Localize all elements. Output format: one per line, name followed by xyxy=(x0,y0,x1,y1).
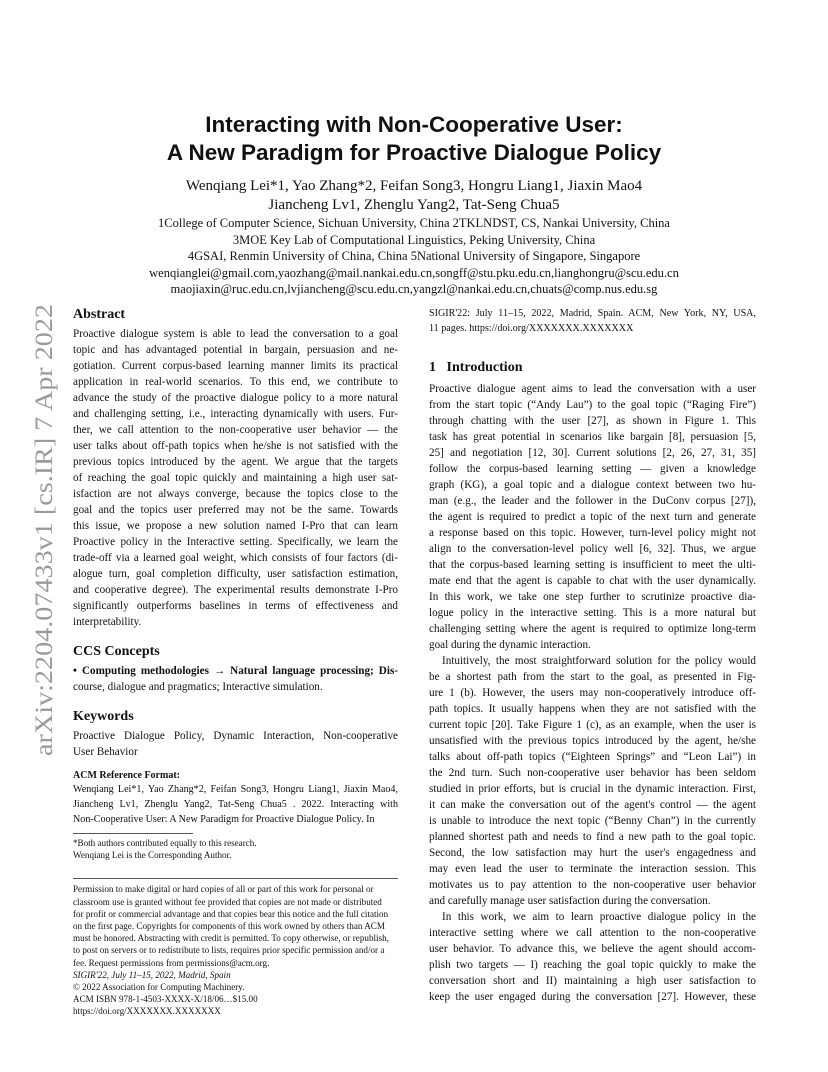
abstract-line: of reaching the goal topic quickly and maintaining a high user sat- xyxy=(73,472,398,484)
ccs-line: course, dialogue and pragmatics; Interactive simulation. xyxy=(73,681,323,693)
abstract-line: application in real-world scenarios. To this end, we contribute to xyxy=(73,376,398,388)
abstract-line: gotiation. Current corpus-based learning manner limits its practical xyxy=(73,360,398,372)
intro-line: through chatting with the user [27], as shown in Figure 1. This xyxy=(429,415,756,427)
author-list xyxy=(60,177,768,215)
intro-line: the agent is required to predict a topic of the next turn and generate xyxy=(429,511,756,523)
footnote-line: Wenqiang Lei is the Corresponding Author. xyxy=(73,850,232,861)
abstract-line: interpretability. xyxy=(73,616,142,628)
intro-line: that the corpus-based learning setting is insufficient to meet the ulti- xyxy=(429,559,756,571)
abstract-line: and cooperative degree). The experimental results demonstrate I-Pro xyxy=(73,584,398,596)
affiliation-line: 1College of Computer Science, Sichuan University, China 2TKLNDST, CS, Nankai University, China xyxy=(158,216,670,230)
intro-line: conversation short and II) maintaining a high user satisfaction to xyxy=(429,975,756,987)
abstract-line: goal and the topics user preferred may not be the same. Towards xyxy=(73,504,398,516)
intro-line: plish two targets — I) reaching the goal topic quickly to make the xyxy=(429,959,756,971)
affiliations xyxy=(60,215,768,298)
intro-line: keep the user engaged during the conversation [27]. However, these xyxy=(429,991,756,1003)
intro-line: man (e.g., the leader and the follower in the DuConv corpus [27]), xyxy=(429,495,756,507)
abstract-line: previous topics introduced by the agent. We argue that the targets xyxy=(73,456,398,468)
affiliation-line: 4GSAI, Renmin University of China, China 5National University of Singapore, Singapore xyxy=(187,249,641,264)
intro-line: interactive setting where we call attention to the non-cooperative xyxy=(429,927,756,939)
intro-line: motivates us to pay attention to the non-cooperative user behavior xyxy=(429,879,756,891)
permission-line: must be honored. Abstracting with credit is permitted. To copy otherwise, or republish, xyxy=(73,933,389,944)
permission-line: on the first page. Copyrights for components of this work owned by others than ACM xyxy=(73,921,385,932)
ccs-heading: CCS Concepts xyxy=(73,644,160,659)
permission-line: fee. Request permissions from permissions@acm.org. xyxy=(73,957,270,968)
intro-line: be a shortest path from the start to the goal, as presented in Fig- xyxy=(429,671,756,683)
intro-line: Proactive dialogue agent aims to lead the conversation with a user xyxy=(429,383,756,395)
authors-line-2 xyxy=(60,196,768,215)
permission-rule xyxy=(73,878,398,879)
abstract-heading: Abstract xyxy=(73,307,126,322)
intro-line: the 2nd turn. Such non-cooperative user behavior has been seldom xyxy=(429,767,756,779)
intro-line: unsatisfied with the previous topics introduced by the agent, he/she xyxy=(429,735,756,747)
authors-line-2-text: Jiancheng Lv1, Zhenglu Yang2, Tat-Seng Chua5 xyxy=(268,197,560,213)
intro-line: user behavior. To advance this, we believe the agent should accom- xyxy=(429,943,756,955)
reference-continuation-line: SIGIR'22: July 11–15, 2022, Madrid, Spain. ACM, New York, NY, USA, xyxy=(429,308,756,319)
intro-paragraph-3 xyxy=(429,909,756,1005)
reference-continuation xyxy=(429,306,756,336)
footnote-line: *Both authors contributed equally to this research. xyxy=(73,838,257,848)
intro-line: may even lead the user to terminate the interaction session. This xyxy=(429,863,756,875)
keywords-line: User Behavior xyxy=(73,746,138,758)
footnotes xyxy=(73,837,398,861)
ccs-text xyxy=(73,663,398,695)
intro-line: follow the corpus-based learning setting — given a knowledge xyxy=(429,463,756,475)
permission-isbn: ACM ISBN 978-1-4503-XXXX-X/18/06…$15.00 xyxy=(73,994,258,1005)
abstract-line: topic and has advantaged potential in bargain, persuasion and ne- xyxy=(73,344,398,356)
intro-line: In this work, we take one step further to scrutinize proactive dia- xyxy=(429,591,756,603)
acm-reference-line: Wenqiang Lei*1, Yao Zhang*2, Feifan Song3, Hongru Liang1, Jiaxin Mao4, xyxy=(73,784,398,795)
intro-line: planned shortest path and needs to find a new path to the goal topic. xyxy=(429,831,756,843)
keywords-line: Proactive Dialogue Policy, Dynamic Interaction, Non-cooperative xyxy=(73,730,398,742)
arxiv-sidebar xyxy=(18,300,64,760)
abstract-line: user talks about off-path topics when he/she is not satisfied with the xyxy=(73,440,398,452)
intro-line: challenging setting where the agent is required to optimize long-term xyxy=(429,623,756,635)
authors-line-1 xyxy=(60,177,768,196)
acm-reference xyxy=(73,769,398,827)
permission-venue: SIGIR'22, July 11–15, 2022, Madrid, Spain xyxy=(73,969,231,980)
abstract-line: this issue, we propose a new solution named I-Pro that can learn xyxy=(73,520,398,532)
intro-line: task has great potential in scenarios like bargain [8], persuasion [5, xyxy=(429,431,756,443)
affiliation-line: 3MOE Key Lab of Computational Linguistics, Peking University, China xyxy=(232,232,596,247)
abstract-line: ther, we call attention to the non-cooperative user behavior — the xyxy=(73,424,398,436)
intro-line: Intuitively, the most straightforward solution for the policy would xyxy=(442,655,756,667)
intro-line: path topics. It usually happens when they are not satisfied with the xyxy=(429,703,756,715)
affiliation-emails: wenqianglei@gmail.com,yaozhang@mail.nankai.edu.cn,songff@stu.pku.edu.cn,lianghongru@scu.edu.cn xyxy=(149,265,679,280)
intro-line: a response based on this topic. However, turn-level policy might not xyxy=(429,527,756,539)
intro-line: mate end that the agent is capable to chat with the user dynamically. xyxy=(429,575,756,587)
permission-line: to post on servers or to redistribute to lists, requires prior specific permission and/or a xyxy=(73,945,385,956)
abstract-line: trade-off via a learned goal weight, which consists of four factors (di- xyxy=(73,552,398,564)
intro-line: is unable to introduce the next topic (“Benny Chan”) in the currently xyxy=(429,815,756,827)
intro-line: align to the conversation-level policy well [6, 32]. Thus, we argue xyxy=(429,543,756,555)
abstract-line: and challenging setting, i.e., interacting dynamically with users. Fur- xyxy=(73,408,398,420)
ccs-line: • Computing methodologies → Natural language processing; Dis- xyxy=(73,665,398,677)
intro-line: ure 1 (b). However, the users may non-cooperatively introduce off- xyxy=(429,687,756,699)
acm-reference-line: Non-Cooperative User: A New Paradigm for Proactive Dialogue Policy. In xyxy=(73,814,375,825)
permission-line: for profit or commercial advantage and that copies bear this notice and the full citation xyxy=(73,908,389,919)
left-column xyxy=(73,306,398,1018)
intro-line: from the start topic (“Andy Lau”) to the goal topic (“Raging Fire”) xyxy=(429,399,756,411)
intro-line: and carefully manage user satisfaction during the conversation. xyxy=(429,895,711,907)
reference-continuation-line: 11 pages. https://doi.org/XXXXXXX.XXXXXXX xyxy=(429,323,634,334)
acm-reference-text xyxy=(73,782,398,827)
acm-reference-line: Jiancheng Lv1, Zhenglu Yang2, Tat-Seng Chua5 . 2022. Interacting with xyxy=(73,799,398,810)
intro-line: studied in prior efforts, but is crucial in the dynamic interaction. First, xyxy=(429,783,756,795)
keywords-text xyxy=(73,728,398,760)
abstract-text xyxy=(73,326,398,630)
permission-doi: https://doi.org/XXXXXXX.XXXXXXX xyxy=(73,1006,221,1017)
abstract-line: isfaction are not always converge, because the topics close to the xyxy=(73,488,398,500)
acm-reference-heading: ACM Reference Format: xyxy=(73,770,180,781)
arxiv-id: arXiv:2204.07433v1 [cs.IR] 7 Apr 2022 xyxy=(31,354,58,756)
authors-line-1-text: Wenqiang Lei*1, Yao Zhang*2, Feifan Song3, Hongru Liang1, Jiaxin Mao4 xyxy=(185,178,643,194)
introduction-heading: 1 Introduction xyxy=(429,360,523,375)
abstract-line: significantly outperforms baselines in terms of effectiveness and xyxy=(73,600,398,612)
intro-paragraph-2 xyxy=(429,653,756,909)
intro-line: 25] and negotiation [12, 30]. Current solutions [2, 26, 27, 31, 35] xyxy=(429,447,756,459)
intro-line: graph (KG), a goal topic and a dialogue context between two hu- xyxy=(429,479,756,491)
permission-line: Permission to make digital or hard copies of all or part of this work for personal or xyxy=(73,884,374,895)
intro-line: logue policy in the interactive setting. This is a more natural but xyxy=(429,607,756,619)
abstract-line: alogue turn, goal completion difficulty, user satisfaction estimation, xyxy=(73,568,398,580)
intro-line: talks about off-path topics (“Eighteen Springs” and “Leon Lai”) in xyxy=(429,751,756,763)
paper-title xyxy=(60,111,768,167)
affiliation-emails: maojiaxin@ruc.edu.cn,lvjiancheng@scu.edu.cn,yangzl@nankai.edu.cn,chuats@comp.nus.edu.sg xyxy=(170,282,658,297)
footnote-rule xyxy=(73,833,193,834)
permission-copyright: © 2022 Association for Computing Machinery. xyxy=(73,982,245,993)
permission-block xyxy=(73,883,398,1017)
permission-line: classroom use is granted without fee provided that copies are not made or distributed xyxy=(73,896,382,907)
keywords-heading: Keywords xyxy=(73,709,134,724)
intro-line: In this work, we aim to learn proactive dialogue policy in the xyxy=(442,911,756,923)
title-line-1: Interacting with Non-Cooperative User: xyxy=(205,112,623,137)
intro-line: it can make the conversation out of the agent's control — the agent xyxy=(429,799,756,811)
intro-line: current topic [20]. Take Figure 1 (c), as an example, when the user is xyxy=(429,719,756,731)
intro-line: goal during the dynamic interaction. xyxy=(429,639,591,651)
intro-paragraph-1 xyxy=(429,381,756,653)
right-column xyxy=(429,306,756,1005)
abstract-line: Proactive dialogue system is able to lead the conversation to a goal xyxy=(73,328,398,340)
abstract-line: advance the study of the proactive dialogue policy to a more natural xyxy=(73,392,398,404)
abstract-line: Proactive policy in the Interactive setting. Specifically, we learn the xyxy=(73,536,398,548)
title-line-2: A New Paradigm for Proactive Dialogue Policy xyxy=(166,140,662,165)
intro-line: Second, the low satisfaction may hurt the user's engagedness and xyxy=(429,847,756,859)
